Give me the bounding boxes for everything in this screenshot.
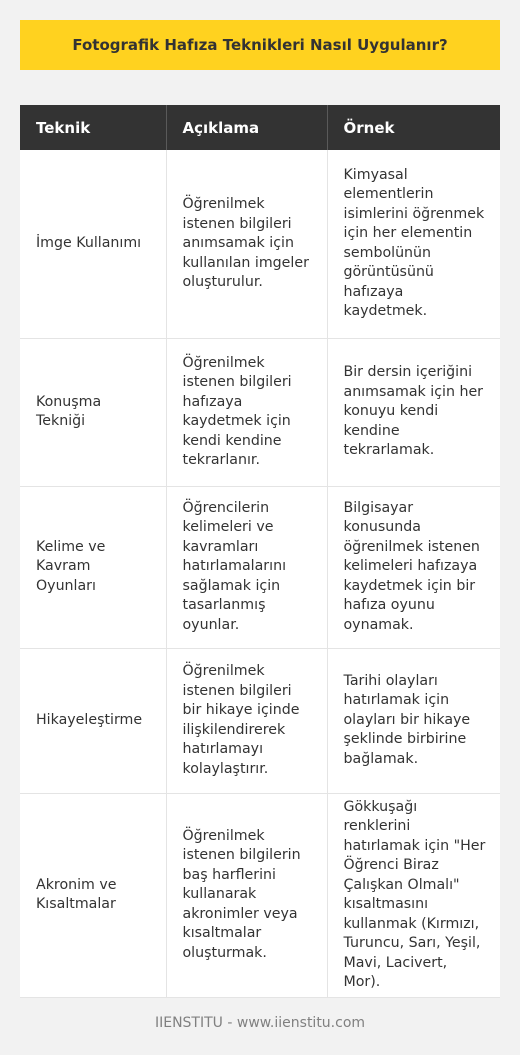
cell-aciklama: Öğrenilmek istenen bilgilerin baş harflerini kullanarak akronimler veya kısaltmalar oluşturmak. [166, 793, 327, 997]
cell-aciklama: Öğrenilmek istenen bilgileri hafızaya kaydetmek için kendi kendine tekrarlanır. [166, 338, 327, 486]
column-header-aciklama: Açıklama [166, 105, 327, 150]
column-header-teknik: Teknik [20, 105, 166, 150]
cell-ornek: Kimyasal elementlerin isimlerini öğrenmek için her elementin sembolünün görüntüsünü hafızaya kaydetmek. [327, 150, 500, 338]
cell-ornek: Bilgisayar konusunda öğrenilmek istenen kelimeleri hafızaya kaydetmek için bir hafıza oyunu oynamak. [327, 486, 500, 648]
techniques-table [20, 105, 500, 998]
table-row [20, 150, 500, 338]
cell-aciklama: Öğrenilmek istenen bilgileri anımsamak için kullanılan imgeler oluşturulur. [166, 150, 327, 338]
table-row [20, 793, 500, 997]
table-row [20, 338, 500, 486]
cell-teknik: Akronim ve Kısaltmalar [20, 793, 166, 997]
cell-ornek: Bir dersin içeriğini anımsamak için her konuyu kendi kendine tekrarlamak. [327, 338, 500, 486]
cell-ornek: Gökkuşağı renklerini hatırlamak için "Her Öğrenci Biraz Çalışkan Olmalı" kısaltmasını kullanmak (Kırmızı, Turuncu, Sarı, Yeşil, Mavi, Lacivert, Mor). [327, 793, 500, 997]
cell-aciklama: Öğrencilerin kelimeleri ve kavramları hatırlamalarını sağlamak için tasarlanmış oyunlar. [166, 486, 327, 648]
cell-ornek: Tarihi olayları hatırlamak için olayları bir hikaye şeklinde birbirine bağlamak. [327, 648, 500, 793]
cell-teknik: Hikayeleştirme [20, 648, 166, 793]
table-row [20, 486, 500, 648]
table-header-row [20, 105, 500, 150]
page-title: Fotografik Hafıza Teknikleri Nasıl Uygulanır? [72, 36, 448, 54]
footer-credit: IIENSTITU - www.iienstitu.com [154, 1015, 366, 1031]
cell-teknik: Konuşma Tekniği [20, 338, 166, 486]
cell-teknik: İmge Kullanımı [20, 150, 166, 338]
cell-teknik: Kelime ve Kavram Oyunları [20, 486, 166, 648]
table-row [20, 648, 500, 793]
cell-aciklama: Öğrenilmek istenen bilgileri bir hikaye içinde ilişkilendirerek hatırlamayı kolaylaştırır. [166, 648, 327, 793]
title-banner [20, 20, 500, 70]
column-header-ornek: Örnek [327, 105, 500, 150]
